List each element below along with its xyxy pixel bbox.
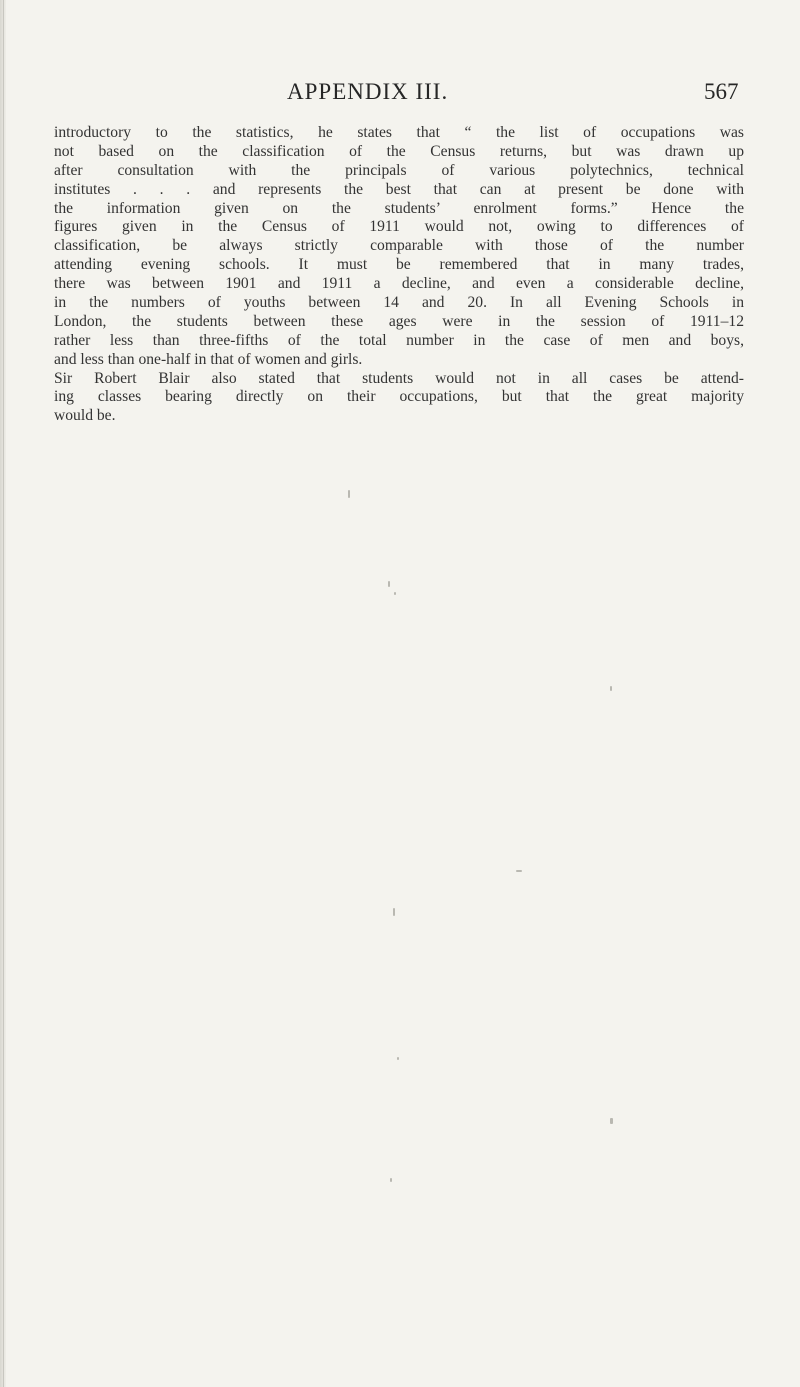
scan-speck	[610, 686, 612, 691]
text-line: Sir Robert Blair also stated that students would not in all cases be attend-	[54, 369, 744, 387]
text-line: London, the students between these ages were in the session of 1911–12	[54, 312, 744, 330]
text-line: in the numbers of youths between 14 and 20. In all Evening Schools in	[54, 294, 744, 312]
scan-speck	[610, 1118, 613, 1124]
scan-speck	[388, 581, 390, 587]
text-line: there was between 1901 and 1911 a decline, and even a considerable decline,	[54, 275, 744, 293]
text-line: classification, be always strictly comparable with those of the number	[54, 237, 744, 255]
page-header	[0, 79, 800, 109]
text-line: the information given on the students’ enrolment forms.” Hence the	[54, 199, 744, 217]
running-title: APPENDIX III.	[287, 79, 449, 104]
text-line: not based on the classification of the Census returns, but was drawn up	[54, 142, 744, 160]
body-text	[54, 124, 744, 426]
text-line: introductory to the statistics, he states that “ the list of occupations was	[54, 124, 744, 141]
text-line: institutes . . . and represents the best that can at present be done with	[54, 180, 744, 198]
scan-speck	[516, 870, 522, 872]
text-line: rather less than three-fifths of the total number in the case of men and boys,	[54, 331, 744, 349]
text-line: ing classes bearing directly on their occupations, but that the great majority	[54, 388, 744, 406]
text-line: would be.	[54, 407, 116, 425]
text-line: and less than one-half in that of women and girls.	[54, 350, 363, 368]
text-line: attending evening schools. It must be remembered that in many trades,	[54, 256, 744, 274]
scan-speck	[390, 1178, 392, 1182]
page-number: 567	[704, 79, 739, 104]
scan-speck	[397, 1057, 399, 1060]
scan-speck	[393, 908, 395, 916]
text-line: after consultation with the principals of various polytechnics, technical	[54, 161, 744, 179]
scan-speck	[348, 490, 350, 498]
page-edge-line	[3, 0, 4, 1387]
text-line: figures given in the Census of 1911 would not, owing to differences of	[54, 218, 744, 236]
scan-speck	[394, 592, 396, 595]
